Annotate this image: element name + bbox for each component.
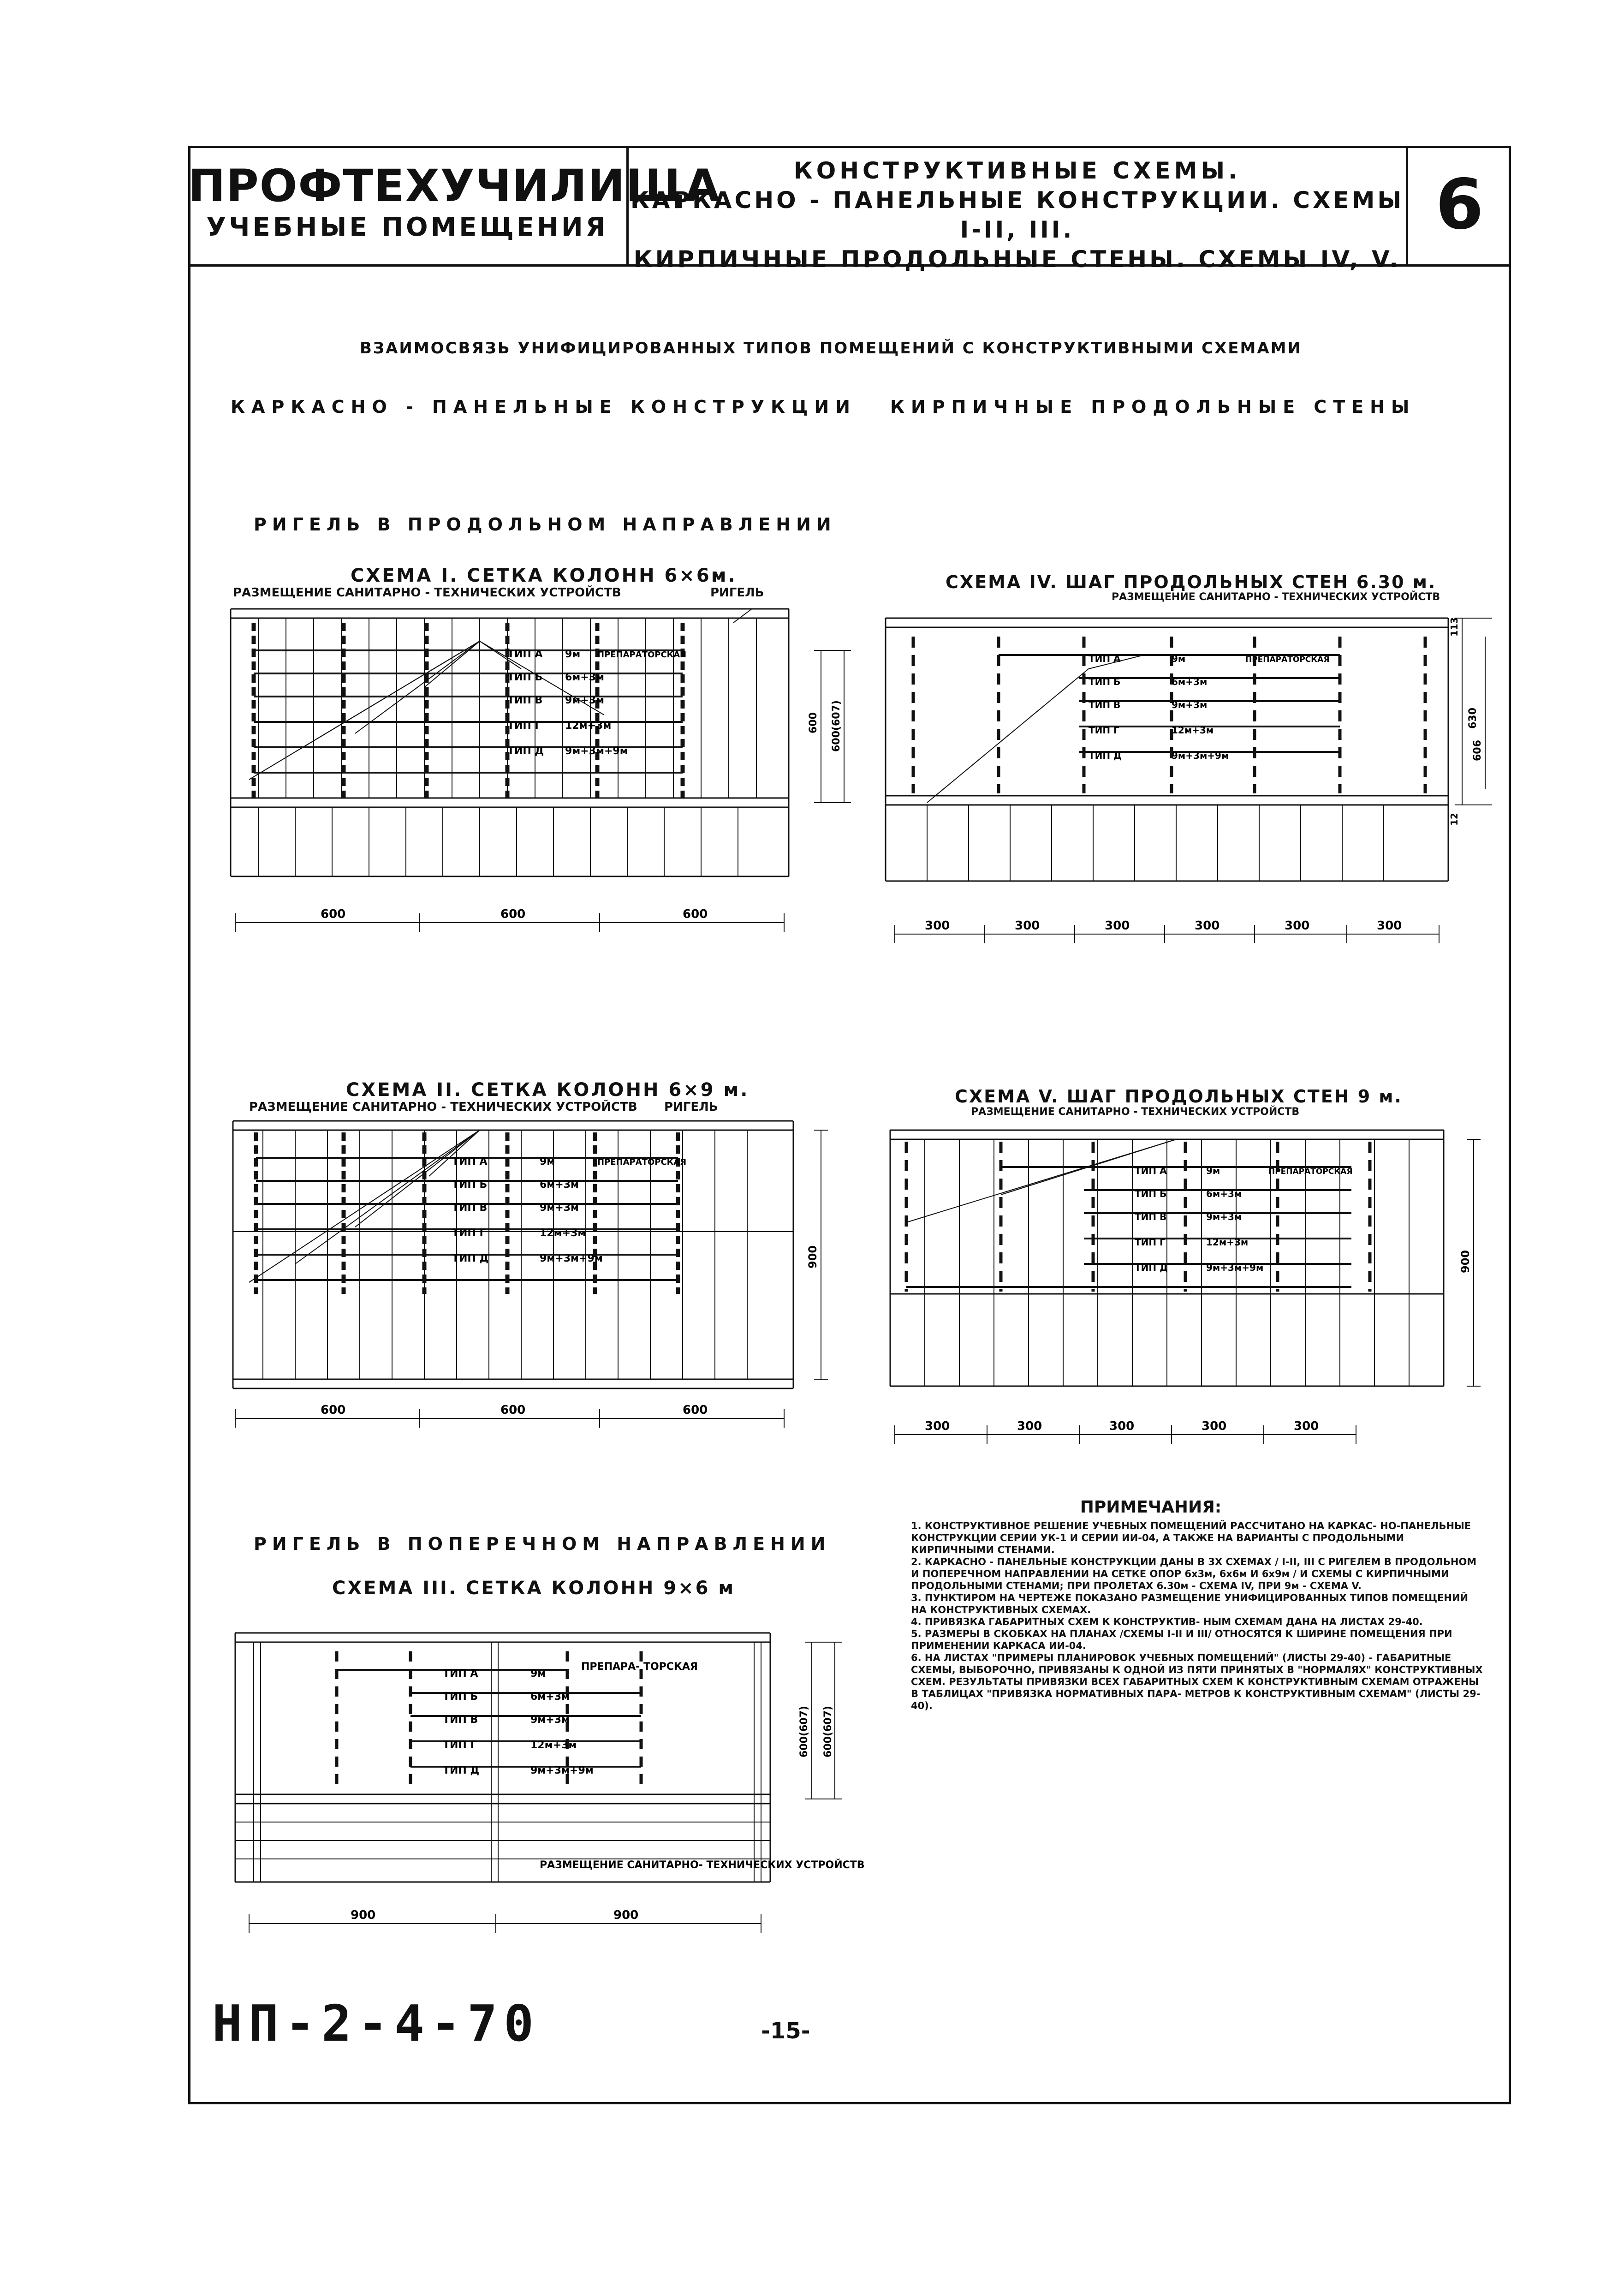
transverse-title: РИГЕЛЬ В ПОПЕРЕЧНОМ НАПРАВЛЕНИИ [254, 1534, 831, 1554]
s3-type-a: ТИП А [443, 1668, 478, 1680]
title-sub: УЧЕБНЫЕ ПОМЕЩЕНИЯ [206, 212, 608, 242]
scheme-5-sanitary-label: РАЗМЕЩЕНИЕ САНИТАРНО - ТЕХНИЧЕСКИХ УСТРОЙСТВ [971, 1106, 1300, 1118]
main-heading: ВЗАИМОСВЯЗЬ УНИФИЦИРОВАННЫХ ТИПОВ ПОМЕЩЕНИЙ С КОНСТРУКТИВНЫМИ СХЕМАМИ [360, 339, 1302, 357]
s2-span-v: 9м+3м [540, 1202, 579, 1214]
s3-span-v: 9м+3м [530, 1714, 570, 1726]
scheme-1-sanitary-label: РАЗМЕЩЕНИЕ САНИТАРНО - ТЕХНИЧЕСКИХ УСТРОЙСТВ [233, 586, 621, 600]
notes-block [911, 1498, 1483, 1712]
scheme-5-title: СХЕМА V. ШАГ ПРОДОЛЬНЫХ СТЕН 9 м. [955, 1086, 1403, 1107]
s3-span-d: 9м+3м+9м [530, 1765, 594, 1776]
s4-dim-6: 300 [1377, 919, 1402, 933]
page-number: -15- [761, 2018, 810, 2044]
s4-type-a: ТИП А [1089, 653, 1121, 664]
scheme-2-plan [221, 1112, 819, 1453]
s4-span-v: 9м+3м [1172, 699, 1208, 710]
s4-dim-5: 300 [1285, 919, 1310, 933]
s1-dim-1: 600 [321, 907, 346, 921]
s3-dim-1: 900 [351, 1908, 376, 1922]
s4-dim-1: 300 [925, 919, 950, 933]
s1-dim-2: 600 [500, 907, 526, 921]
s5-type-d: ТИП Д [1135, 1262, 1168, 1273]
s2-span-a: 9м [540, 1156, 555, 1167]
s1-span-v: 9м+3м [565, 695, 605, 706]
scheme-4-title: СХЕМА IV. ШАГ ПРОДОЛЬНЫХ СТЕН 6.30 м. [946, 572, 1437, 592]
s2-span-g: 12м+3м [540, 1227, 586, 1239]
title-block [188, 146, 1511, 273]
s5-span-d: 9м+3м+9м [1206, 1262, 1264, 1273]
s1-span-a: 9м [565, 649, 581, 660]
s4-type-g: ТИП Г [1089, 725, 1119, 736]
title-block-right [1408, 146, 1511, 264]
s4-type-d: ТИП Д [1089, 750, 1122, 761]
s4-span-d: 9м+3м+9м [1172, 750, 1229, 761]
note-item: 3. ПУНКТИРОМ НА ЧЕРТЕЖЕ ПОКАЗАНО РАЗМЕЩЕНИЕ УНИФИЦИРОВАННЫХ ТИПОВ ПОМЕЩЕНИЙ НА КОНСТРУКТИВНЫХ СХЕМАХ. [911, 1592, 1469, 1615]
longitudinal-title: РИГЕЛЬ В ПРОДОЛЬНОМ НАПРАВЛЕНИИ [254, 514, 837, 535]
s5-dim-5: 300 [1294, 1419, 1319, 1433]
s2-type-g: ТИП Г [452, 1227, 486, 1239]
s4-height2: 606 [1472, 740, 1483, 761]
s5-type-v: ТИП В [1135, 1211, 1167, 1222]
s3-height2: 600(607) [822, 1706, 834, 1757]
scheme-1-plan [221, 595, 842, 964]
s5-dim-4: 300 [1202, 1419, 1227, 1433]
s1-dim-3: 600 [683, 907, 708, 921]
s1-type-v: ТИП В [507, 695, 543, 706]
s5-prep-label: ПРЕПАРАТОРСКАЯ [1268, 1167, 1353, 1176]
s4-dim-a: 113 [1449, 617, 1460, 637]
center-line-2: КАРКАСНО - ПАНЕЛЬНЫЕ КОНСТРУКЦИИ. СХЕМЫ I-II, III. [630, 187, 1404, 243]
s4-span-a: 9м [1172, 653, 1186, 664]
s1-type-b: ТИП Б [507, 672, 543, 683]
scheme-2-rigel-label: РИГЕЛЬ [664, 1100, 718, 1114]
s3-type-g: ТИП Г [443, 1739, 477, 1751]
s5-height: 900 [1459, 1250, 1472, 1273]
document-code: НП-2-4-70 [212, 1995, 541, 2053]
s5-span-v: 9м+3м [1206, 1211, 1242, 1222]
s5-type-a: ТИП А [1135, 1165, 1167, 1176]
note-item: 4. ПРИВЯЗКА ГАБАРИТНЫХ СХЕМ К КОНСТРУКТИВ- НЫМ СХЕМАМ ДАНА НА ЛИСТАХ 29-40. [911, 1616, 1423, 1627]
s5-span-b: 6м+3м [1206, 1188, 1242, 1199]
note-item: 6. НА ЛИСТАХ "ПРИМЕРЫ ПЛАНИРОВОК УЧЕБНЫХ ПОМЕЩЕНИЙ" (ЛИСТЫ 29-40) - ГАБАРИТНЫЕ СХЕМЫ, ВЫБОРОЧНО, ПРИВЯЗАНЫ К ОДНОЙ ИЗ ПЯТИ ПРИНЯТЫХ В "НОРМАЛЯХ" КОНСТРУКТИВНЫХ СХЕМ. РЕЗУЛЬТАТЫ ПРИВЯЗКИ ВСЕХ ГАБАРИТНЫХ СХЕМ К КОНСТРУКТИВНЫМ СХЕМАМ ОТРАЖЕНЫ В ТАБЛИЦАХ "ПРИВЯЗКА НОРМАТИВНЫХ ПАРА- МЕТРОВ К КОНСТРУКТИВНЫМ СХЕМАМ" (ЛИСТЫ 29-40). [911, 1652, 1483, 1711]
s1-type-d: ТИП Д [507, 745, 544, 757]
s5-dim-2: 300 [1017, 1419, 1042, 1433]
s5-dim-1: 300 [925, 1419, 950, 1433]
scheme-5-plan [890, 1121, 1490, 1462]
s2-dim-1: 600 [321, 1403, 346, 1417]
s1-type-g: ТИП Г [507, 720, 541, 732]
title-block-center [629, 146, 1408, 273]
center-line-1: КОНСТРУКТИВНЫЕ СХЕМЫ. [793, 157, 1241, 184]
center-line-3: КИРПИЧНЫЕ ПРОДОЛЬНЫЕ СТЕНЫ. СХЕМЫ IV, V. [633, 246, 1401, 273]
s3-span-a: 9м [530, 1668, 546, 1680]
s2-span-b: 6м+3м [540, 1179, 579, 1191]
s3-type-b: ТИП Б [443, 1691, 478, 1703]
notes-title: ПРИМЕЧАНИЯ: [1080, 1498, 1222, 1517]
s5-type-g: ТИП Г [1135, 1237, 1166, 1248]
s4-dim-4: 300 [1195, 919, 1220, 933]
s3-dim-2: 900 [613, 1908, 639, 1922]
s1-span-g: 12м+3м [565, 720, 612, 732]
s5-span-a: 9м [1206, 1165, 1220, 1176]
s3-sanitary-label: РАЗМЕЩЕНИЕ САНИТАРНО- ТЕХНИЧЕСКИХ УСТРОЙСТВ [540, 1859, 865, 1871]
s4-span-b: 6м+3м [1172, 676, 1208, 687]
s5-dim-3: 300 [1109, 1419, 1135, 1433]
s3-height: 600(607) [798, 1706, 810, 1757]
s4-dim-2: 300 [1015, 919, 1040, 933]
s2-type-v: ТИП В [452, 1202, 488, 1214]
scheme-1-title: СХЕМА I. СЕТКА КОЛОНН 6×6м. [351, 565, 737, 586]
s3-span-g: 12м+3м [530, 1739, 577, 1751]
s4-dim-b: 12 [1449, 813, 1460, 826]
s4-type-b: ТИП Б [1089, 676, 1121, 687]
s1-height: 600 [808, 712, 819, 733]
s2-type-b: ТИП Б [452, 1179, 488, 1191]
s5-span-g: 12м+3м [1206, 1237, 1249, 1248]
scheme-2-sanitary-label: РАЗМЕЩЕНИЕ САНИТАРНО - ТЕХНИЧЕСКИХ УСТРОЙСТВ [249, 1100, 637, 1114]
scheme-3-title: СХЕМА III. СЕТКА КОЛОНН 9×6 м [332, 1578, 736, 1599]
s5-type-b: ТИП Б [1135, 1188, 1167, 1199]
s3-type-d: ТИП Д [443, 1765, 480, 1776]
s4-height: 630 [1467, 708, 1479, 729]
sheet-number: 6 [1435, 165, 1484, 245]
s1-type-a: ТИП А [507, 649, 543, 660]
title-main: ПРОФТЕХУЧИЛИЩА [188, 160, 721, 212]
note-item: 2. КАРКАСНО - ПАНЕЛЬНЫЕ КОНСТРУКЦИИ ДАНЫ В 3Х СХЕМАХ / I-II, III С РИГЕЛЕМ В ПРОДОЛЬНОМ И ПОПЕРЕЧНОМ НАПРАВЛЕНИИ НА СЕТКЕ ОПОР 6х3м, 6х6м И 6х9м / И СХЕМЫ С КИРПИЧНЫМИ ПРОДОЛЬНЫМИ СТЕНАМИ; ПРИ ПРОЛЕТАХ 6.30м - СХЕМА IV, ПРИ 9м - СХЕМА V. [911, 1556, 1477, 1591]
s2-dim-3: 600 [683, 1403, 708, 1417]
scheme-4-plan [886, 609, 1485, 969]
scheme-1-rigel-label: РИГЕЛЬ [710, 586, 764, 600]
s2-height: 900 [806, 1245, 819, 1269]
scheme-2-title: СХЕМА II. СЕТКА КОЛОНН 6×9 м. [346, 1079, 750, 1101]
title-block-left [188, 146, 721, 264]
scheme-3-plan [226, 1624, 865, 1956]
right-section-title: КИРПИЧНЫЕ ПРОДОЛЬНЫЕ СТЕНЫ [890, 397, 1416, 417]
s1-height2: 600(607) [831, 700, 842, 752]
s2-type-a: ТИП А [452, 1156, 488, 1167]
s1-span-d: 9м+3м+9м [565, 745, 628, 757]
s2-type-d: ТИП Д [452, 1253, 489, 1264]
s4-dim-3: 300 [1105, 919, 1130, 933]
scheme-4-sanitary-label: РАЗМЕЩЕНИЕ САНИТАРНО - ТЕХНИЧЕСКИХ УСТРОЙСТВ [1112, 591, 1440, 603]
s4-span-g: 12м+3м [1172, 725, 1214, 736]
s1-prep-label: ПРЕПАРАТОРСКАЯ [597, 650, 687, 660]
left-section-title: КАРКАСНО - ПАНЕЛЬНЫЕ КОНСТРУКЦИИ [231, 397, 857, 417]
s2-prep-label: ПРЕПАРАТОРСКАЯ [597, 1157, 687, 1167]
s2-span-d: 9м+3м+9м [540, 1253, 603, 1264]
s3-type-v: ТИП В [443, 1714, 478, 1726]
s4-type-v: ТИП В [1089, 699, 1121, 710]
s3-span-b: 6м+3м [530, 1691, 570, 1703]
s3-prep-label: ПРЕПАРА- ТОРСКАЯ [581, 1661, 698, 1673]
note-item: 5. РАЗМЕРЫ В СКОБКАХ НА ПЛАНАХ /СХЕМЫ I-II И III/ ОТНОСЯТСЯ К ШИРИНЕ ПОМЕЩЕНИЯ ПРИ ПРИМЕНЕНИИ КАРКАСА ИИ-04. [911, 1628, 1452, 1651]
s2-dim-2: 600 [500, 1403, 526, 1417]
s4-prep-label: ПРЕПАРАТОРСКАЯ [1245, 655, 1330, 664]
note-item: 1. КОНСТРУКТИВНОЕ РЕШЕНИЕ УЧЕБНЫХ ПОМЕЩЕНИЙ РАССЧИТАНО НА КАРКАС- НО-ПАНЕЛЬНЫЕ КОНСТРУКЦИИ СЕРИИ УК-1 И СЕРИИ ИИ-04, А ТАКЖЕ НА ВАРИАНТЫ С ПРОДОЛЬНЫМИ КИРПИЧНЫМИ СТЕНАМИ. [911, 1520, 1471, 1555]
s1-span-b: 6м+3м [565, 672, 605, 683]
